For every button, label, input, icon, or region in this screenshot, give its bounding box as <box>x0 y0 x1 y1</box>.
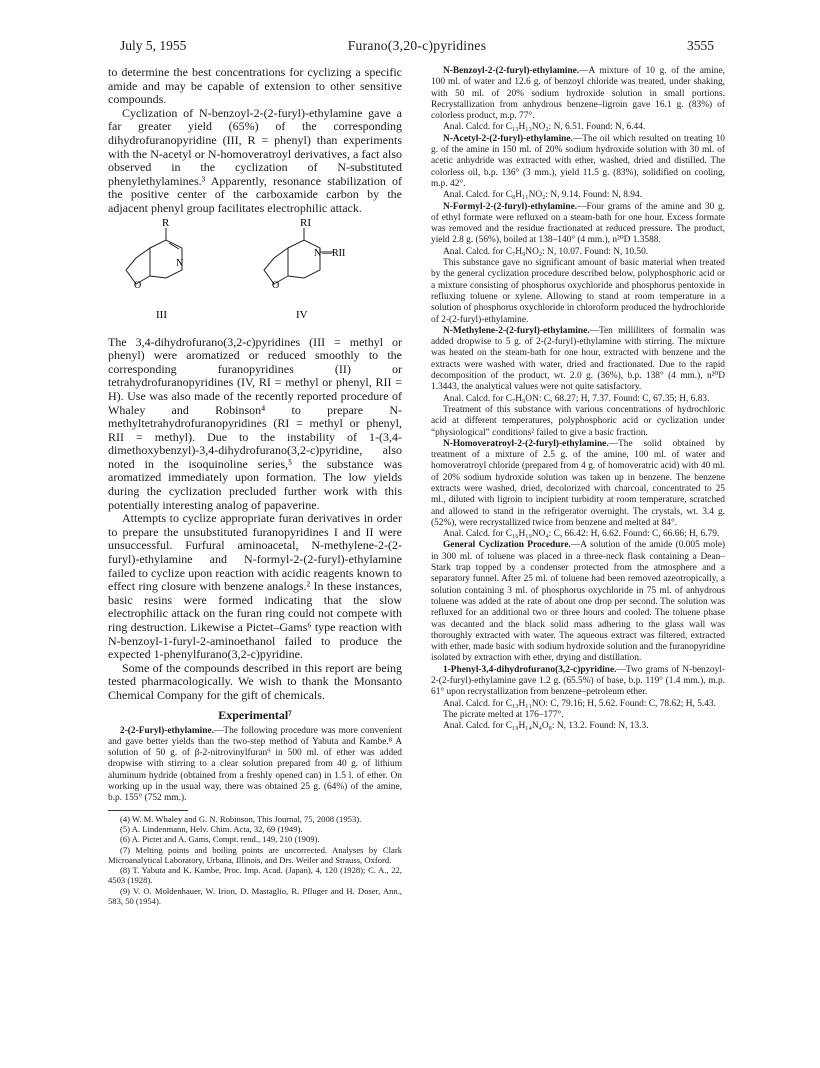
header-date: July 5, 1955 <box>120 38 187 53</box>
oxygen-label: O <box>134 279 142 291</box>
analysis-line: Anal. Calcd. for C₁₃H₁₃NO₂: N, 6.51. Found: N, 6.44. <box>443 122 646 133</box>
compound-label-iii: III <box>156 308 167 321</box>
substituent-r: R <box>162 217 170 229</box>
footnote: (7) Melting points and boiling points are uncorrected. Analyses by Clark Microanalytical Laboratory, Urbana, Illinois, and Drs. Weiler and Strauss, Oxford. <box>108 844 402 865</box>
analysis-line: Anal. Calcd. for C₇H₉NO₂: N, 10.07. Found: N, 10.50. <box>443 246 649 257</box>
compound-label-iv: IV <box>296 308 308 321</box>
chemical-structures <box>108 218 402 332</box>
footnote: (9) V. O. Moldenhauer, W. Irion, D. Mastaglio, R. Pfluger and H. Doser, Ann., 583, 50 (1954). <box>108 885 402 907</box>
left-column <box>108 66 402 906</box>
paragraph: The 3,4-dihydrofurano(3,2-c)pyridines (III = methyl or phenyl) were aromatized or reduced smoothly to the corresponding furanopyridines (II) or tetrahydrofuranopyridines (IV, RI = methyl or phenyl, RII = H). Use was also made of the recently reported procedure of Whaley and Robinson⁴ to prepare N-methyltetrahydrofuranopyridines (RI = methyl or phenyl, RII = methyl). Due to the instability of 1-(3,4-dimethoxybenzyl)-3,4-dihydrofurano(3,2-c)pyridine, also noted in the isoquinoline series,⁵ the substance was aromatized immediately upon formation. The low yields during the cyclization precluded further work with this potentially interesting analog of papaverine. <box>108 334 402 512</box>
structure-diagram <box>108 218 402 332</box>
footnote: (4) W. M. Whaley and G. N. Robinson, This Journal, 75, 2008 (1953). <box>120 813 362 824</box>
paragraph <box>431 202 725 247</box>
paragraph <box>431 540 725 664</box>
procedure-text: —The following procedure was more convenient and gave better yields than the two-step method of Yabuta and Kambe.⁸ A solution of 50 g. of β-2-nitrovinylfuran⁹ in 500 ml. of ether was added dropwise with stirring to a clear solution prepared from 40 g. of lithium aluminum hydride (obtained from a freshly opened can) in 1.5 l. of ether. On working up in the usual way, there was obtained 25 g. (64%) of the amine, b.p. 155° (752 mm.). <box>108 725 402 804</box>
nitrogen-label: N <box>314 247 322 259</box>
analysis-line: Anal. Calcd. for C₇H₉ON: C, 68.27; H, 7.37. Found: C, 67.35; H, 6.83. <box>443 393 710 404</box>
paragraph <box>431 439 725 529</box>
pyridine-ring <box>288 240 320 278</box>
procedure-text: —A mixture of 10 g. of the amine, 100 ml. of water and 12.6 g. of benzoyl chloride was treated, under shaking, with 50 ml. of 20% sodium hydroxide solution in small portions. Recrystallization from anhydrous benzene–ligroin gave 16.1 g. (83%) of colorless product, m.p. 77°. <box>431 66 725 122</box>
paragraph: Treatment of this substance with various concentrations of hydrochloric acid at different temperatures, polyphosphoric acid or cyclization under “physiological” conditions² failed to give a basic fraction. <box>431 404 725 438</box>
footnote: (8) T. Yabuta and K. Kambe, Proc. Imp. Acad. (Japan), 4, 120 (1928); C. A., 22, 4503 (1928). <box>108 865 402 886</box>
paragraph <box>431 134 725 190</box>
procedure-text: —The oil which resulted on treating 10 g. of the amine in 150 ml. of 20% sodium hydroxide solution with 30 ml. of acetic anhydride was extracted with ether, washed, dried and distilled. The colorless oil, b.p. 136° (3 mm.), yield 11.5 g. (83%), solidified on cooling, m.p. 42°. <box>431 133 725 189</box>
paragraph <box>108 726 402 805</box>
furan-ring <box>126 248 150 284</box>
running-header <box>120 38 714 58</box>
footnote: (5) A. Lindenmann, Helv. Chim. Acta, 32, 69 (1949). <box>120 823 303 834</box>
paragraph <box>431 66 725 122</box>
compound-heading: N-Methylene-2-(2-furyl)-ethylamine. <box>443 325 590 336</box>
footnote: (6) A. Pictet and A. Gams, Compt. rend., 149, 210 (1909). <box>120 834 320 845</box>
paragraph <box>431 665 725 699</box>
analysis-line: Anal. Calcd. for C₈H₁₁NO₂: N, 9.14. Found: N, 8.94. <box>443 190 642 201</box>
procedure-text: —A solution of the amide (0.005 mole) in 300 ml. of toluene was placed in a three-neck flask containing a Dean–Stark trap topped by a condenser protected from the atmosphere and a separatory funnel. After 25 ml. of toluene had been removed azeotropically, a solution containing 3 ml. of phosphorus oxychloride in 75 ml. of anhydrous toluene was added at the rate of about one drop per second. The solution was refluxed for an additional two or three hours and cooled. The toluene phase was decanted and the black solid mass adhering to the glass wall was thoroughly extracted with water. The aqueous extract was filtered, extracted with ether, made basic with sodium hydroxide solution and the furanopyridine isolated by extraction with ether, drying and distillation. <box>431 540 725 664</box>
furan-ring <box>264 248 288 284</box>
procedure-text: —Two grams of N-benzoyl-2-(2-furyl)-ethylamine gave 1.2 g. (65.5%) of base, b.p. 119° (1.4 mm.), m.p. 61° upon recrystallization from benzene–petroleum ether. <box>431 664 725 698</box>
compound-heading: 2-(2-Furyl)-ethylamine. <box>120 725 214 736</box>
section-heading: Experimental⁷ <box>218 707 292 722</box>
analysis-line: Anal. Calcd. for C₁₆H₁₉NO₄: C, 66.42: H, 6.62. Found: C, 66.66; H, 6.79. <box>443 529 720 540</box>
procedure-text: —Four grams of the amine and 30 g. of ethyl formate were refluxed on a steam-bath for one hour. Excess formate was removed and the residue fractionated at reduced pressure. The product, yield 2.8 g. (56%), boiled at 138–140° (4 mm.), n²⁰D 1.3588. <box>431 201 725 246</box>
paragraph: Attempts to cyclize appropriate furan derivatives in order to prepare the unsubstituted furanopyridines I and II were unsuccessful. Furfural aminoacetal, N-methylene-2-(2-furyl)-ethylamine and N-formyl-2-(2-furyl)-ethylamine failed to cyclize upon reaction with acidic reagents known to effect ring closure with benzene analogs.² In these instances, basic resins were formed indicating that the slow electrophilic attack on the furan ring could not compete with ring destruction. Likewise a Pictet–Gams⁶ type reaction with N-benzoyl-1-furyl-2-aminoethanol failed to produce the expected 1-phenylfurano(3,2-c)pyridine. <box>108 511 402 662</box>
page-number: 3555 <box>687 38 714 53</box>
compound-heading: 1-Phenyl-3,4-dihydrofurano(3,2-c)pyridine. <box>443 664 617 675</box>
compound-heading: N-Formyl-2-(2-furyl)-ethylamine. <box>443 201 578 212</box>
substituent-ri: RI <box>300 217 311 229</box>
paragraph: The picrate melted at 176–177°. <box>443 709 564 720</box>
procedure-text: —The solid obtained by treatment of a mixture of 2.5 g. of the amine, 100 ml. of water and homoveratroyl chloride (prepared from 4 g. of homoveratric acid) with 40 ml. of 20% sodium hydroxide solution was taken up in benzene. The benzene extracts were washed, dried, decolorized with charcoal, concentrated to 25 ml., diluted with ligroin to incipient turbidity at room temperature, scratched and allowed to stand in the refrigerator overnight. The crystals, wt. 3.4 g. (52%), were recrystallized twice from benzene and melted at 84°. <box>431 438 725 528</box>
paragraph <box>431 326 725 394</box>
paragraph: This substance gave no significant amount of basic material when treated by the general cyclization procedure described below, polyphosphoric acid or a mixture consisting of phosphorus oxychloride and phosphorus pentoxide in refluxing toluene or xylene. Allowing to stand at room temperature in a solution of phosphorus oxychloride in chloroform produced the hydrochloride of 2-(2-furyl)-ethylamine. <box>431 258 725 325</box>
compound-heading: N-Benzoyl-2-(2-furyl)-ethylamine. <box>443 66 580 76</box>
substituent-rii: —RII <box>322 247 346 259</box>
paragraph: Cyclization of N-benzoyl-2-(2-furyl)-ethylamine gave a far greater yield (65%) of the corresponding dihydrofuranopyridine (III, R = phenyl) than experiments with the N-acetyl or N-homoveratroyl derivatives, a fact also observed in the cyclization of N-substituted phenylethylamines.³ Apparently, resonance stabilization of the positive center of the carboxamide carbon by the adjacent phenyl group facilitates electrophilic attack. <box>108 105 402 215</box>
analysis-line: Anal. Calcd. for C₁₃H₁₁NO: C, 79.16; H, 5.62. Found: C, 78.62; H, 5.43. <box>443 698 716 709</box>
compound-heading: General Cyclization Procedure. <box>443 540 571 551</box>
footnote-rule <box>108 810 188 811</box>
paragraph: to determine the best concentrations for cyclizing a specific amide and may be capable of extension to other sensitive compounds. <box>108 65 402 107</box>
nitrogen-label: N <box>176 257 184 269</box>
procedure-text: —Ten milliliters of formalin was added dropwise to 5 g. of 2-(2-furyl)-ethylamine with stirring. The mixture was heated on the steam-bath for one hour, extracted with benzene and the extracts were washed with water, dried and fractionated. Due to the rapid decomposition of the product, wt. 2.0 g. (36%), b.p. 138° (4 mm.), n²⁰D 1.3443, the analytical values were not quite satisfactory. <box>431 325 725 393</box>
analysis-line: Anal. Calcd. for C₁₉H₁₄N₄O₈: N, 13.2. Found: N, 13.3. <box>443 721 649 732</box>
header-title: Furano(3,20-c)pyridines <box>347 38 487 53</box>
right-column <box>431 66 725 733</box>
paragraph: Some of the compounds described in this report are being tested pharmacologically. We wish to thank the Monsanto Chemical Company for the gift of chemicals. <box>108 660 402 702</box>
compound-heading: N-Acetyl-2-(2-furyl)-ethylamine. <box>443 133 573 144</box>
compound-heading: N-Homoveratroyl-2-(2-furyl)-ethylamine. <box>443 438 609 449</box>
oxygen-label: O <box>272 279 280 291</box>
